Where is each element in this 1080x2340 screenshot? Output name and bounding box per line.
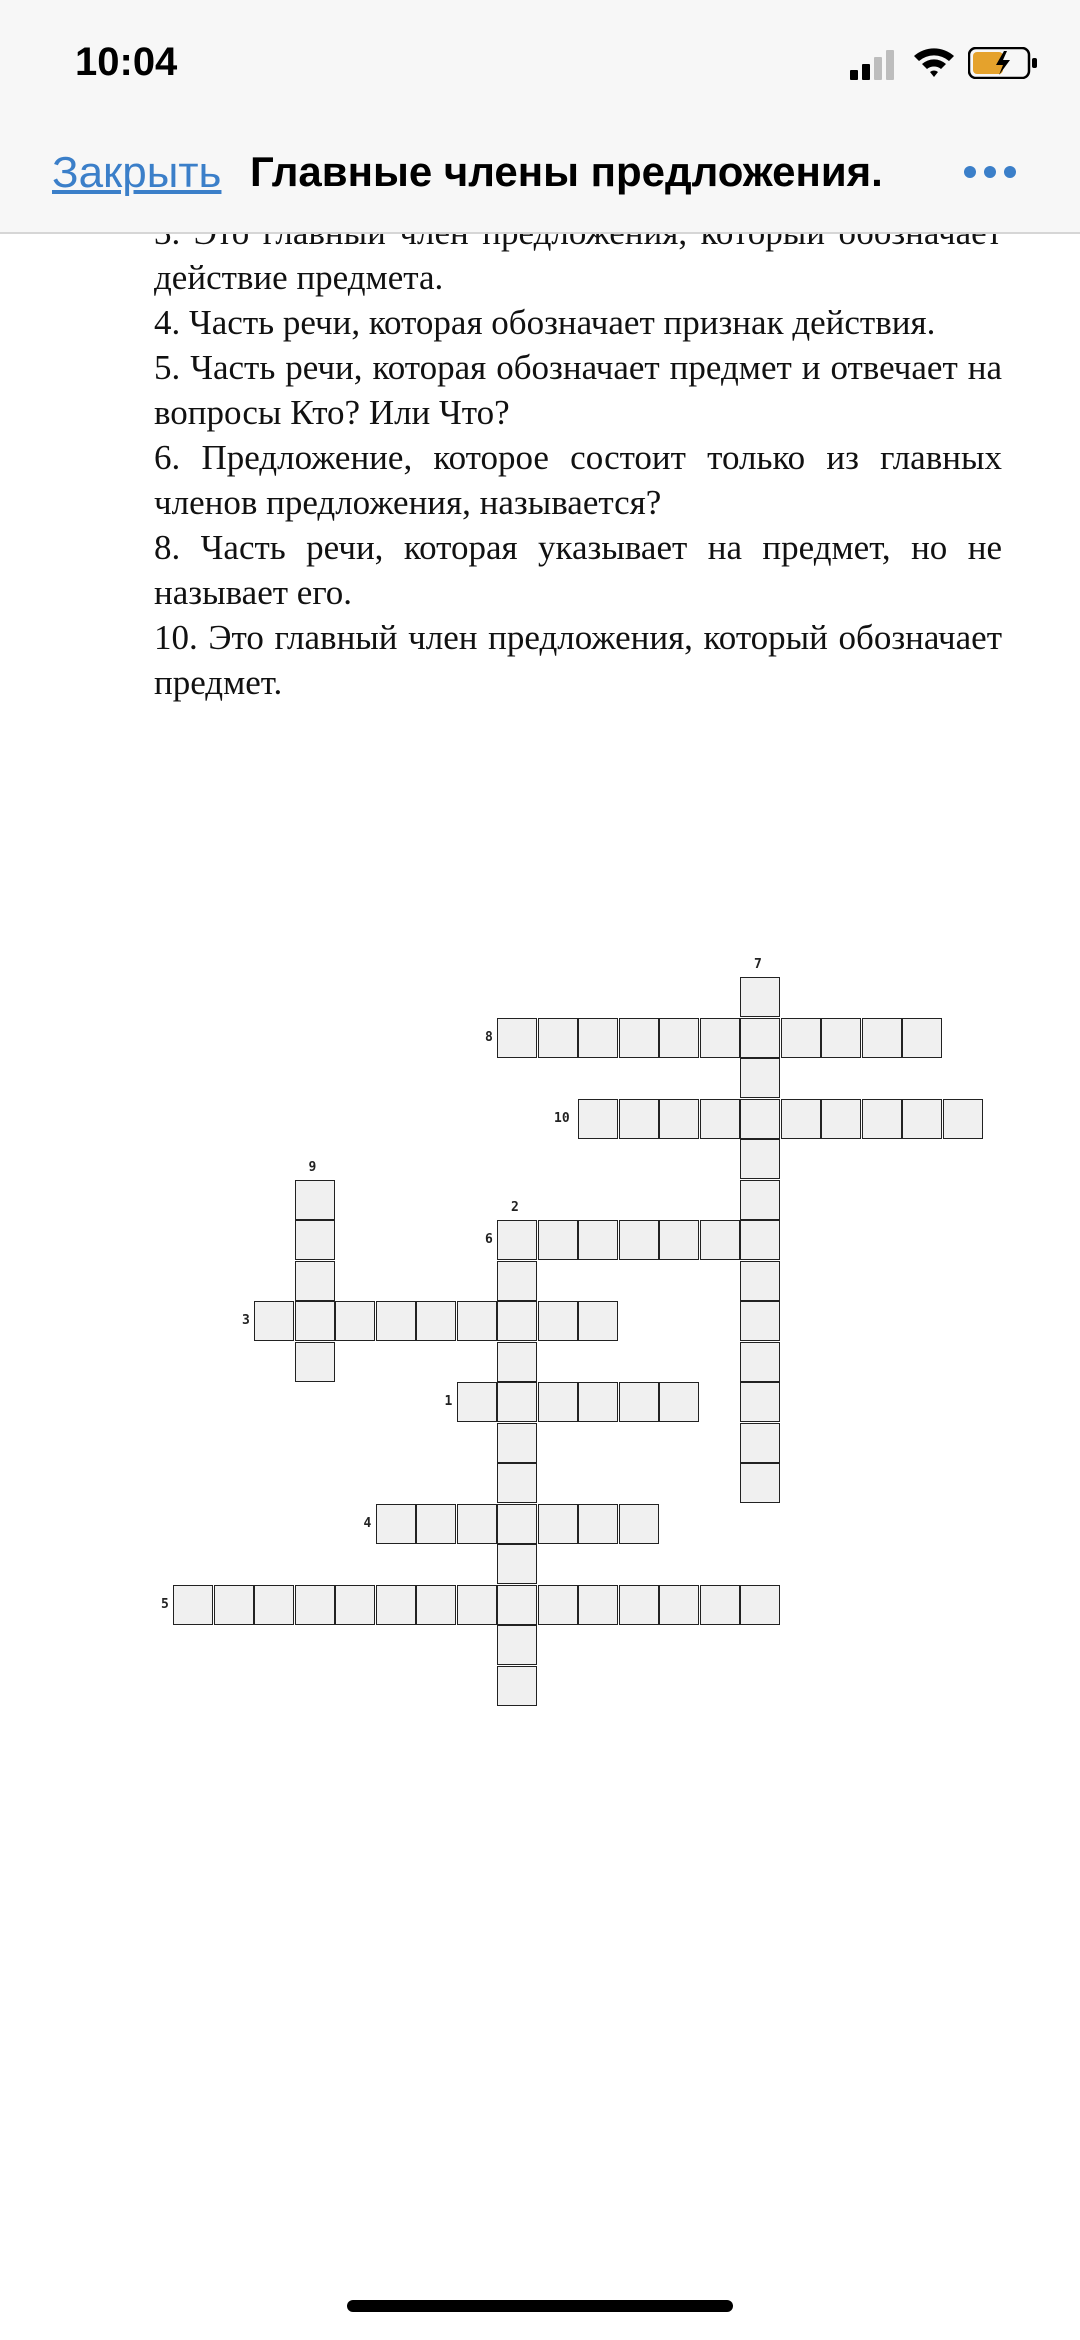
crossword-cell (619, 1220, 659, 1260)
clue-5: 5. Часть речи, которая обозначает предмет и отвечает на вопросы Кто? Или Что? (154, 348, 1002, 432)
crossword-cell (497, 1220, 537, 1260)
crossword-cell (538, 1018, 578, 1058)
crossword-cell (740, 1585, 780, 1625)
crossword-cell (497, 1666, 537, 1706)
ellipsis-icon[interactable] (964, 166, 1016, 178)
clue-number-2: 2 (511, 1200, 519, 1215)
crossword-cell (578, 1018, 618, 1058)
clue-number-9: 9 (308, 1159, 317, 1175)
crossword-cell (700, 1018, 740, 1058)
crossword-cell (497, 1018, 537, 1058)
crossword-cell (740, 1261, 780, 1301)
clue-number-7: 7 (754, 957, 762, 972)
crossword-cell (578, 1504, 618, 1544)
clue-number-8: 8 (485, 1029, 493, 1045)
crossword-cell (376, 1301, 416, 1341)
crossword-cell (416, 1585, 456, 1625)
crossword-cell (497, 1423, 537, 1463)
crossword-cell (295, 1180, 335, 1220)
home-indicator[interactable] (347, 2300, 733, 2312)
crossword-cell (457, 1382, 497, 1422)
clue-number-3: 3 (242, 1313, 250, 1328)
crossword-cell (416, 1301, 456, 1341)
crossword-cell (457, 1585, 497, 1625)
crossword-cell (173, 1585, 213, 1625)
crossword-cell (538, 1301, 578, 1341)
crossword-cell (619, 1382, 659, 1422)
crossword-cell (497, 1382, 537, 1422)
crossword-cell (740, 1139, 780, 1179)
clue-number-10: 10 (554, 1110, 570, 1126)
crossword-cell (578, 1382, 618, 1422)
crossword-cell (619, 1585, 659, 1625)
crossword-cell (295, 1342, 335, 1382)
clue-6: 6. Предложение, которое состоит только из главных членов предложения, называется? (154, 438, 1002, 522)
crossword-cell (214, 1585, 254, 1625)
crossword-cell (416, 1504, 456, 1544)
crossword-cell (740, 1058, 780, 1098)
crossword-cell (740, 1180, 780, 1220)
crossword-cell (497, 1261, 537, 1301)
crossword-cell (781, 1018, 821, 1058)
status-time: 10:04 (75, 40, 178, 84)
crossword-cell (295, 1585, 335, 1625)
clue-10: 10. Это главный член предложения, который обозначает предмет. (154, 618, 1002, 702)
crossword-cell (538, 1382, 578, 1422)
crossword-cell (740, 1423, 780, 1463)
crossword-cell (740, 1018, 780, 1058)
crossword-cell (578, 1301, 618, 1341)
crossword-cell (700, 1099, 740, 1139)
clue-number-4: 4 (363, 1515, 372, 1531)
crossword-cell (295, 1261, 335, 1301)
crossword-cell (943, 1099, 983, 1139)
clue-number-5: 5 (161, 1596, 169, 1612)
crossword-cell (659, 1018, 699, 1058)
crossword-cell (740, 1463, 780, 1503)
crossword-cell (781, 1099, 821, 1139)
crossword-cell (538, 1585, 578, 1625)
crossword-cell (538, 1504, 578, 1544)
page-title: Главные члены предложения. (250, 148, 883, 195)
crossword-cell (295, 1220, 335, 1260)
crossword-cell (619, 1099, 659, 1139)
crossword-cell (740, 1342, 780, 1382)
battery-charging-icon (968, 47, 1040, 79)
cellular-signal-icon (850, 50, 902, 80)
crossword-cell (821, 1099, 861, 1139)
crossword-cell (902, 1018, 942, 1058)
crossword-cell (821, 1018, 861, 1058)
crossword-cell (862, 1099, 902, 1139)
crossword-cell (335, 1301, 375, 1341)
clue-4: 4. Часть речи, которая обозначает признак действия. (154, 303, 936, 342)
crossword-cell (740, 977, 780, 1017)
wifi-icon (912, 44, 956, 78)
crossword-cell (659, 1220, 699, 1260)
crossword-cell (659, 1099, 699, 1139)
crossword-cell (497, 1625, 537, 1665)
clue-number-6: 6 (485, 1232, 493, 1247)
crossword-cell (497, 1544, 537, 1584)
crossword-cell (740, 1220, 780, 1260)
crossword-cell (457, 1301, 497, 1341)
crossword-cell (497, 1342, 537, 1382)
crossword-cell (376, 1504, 416, 1544)
crossword-cell (335, 1585, 375, 1625)
crossword-cell (740, 1301, 780, 1341)
crossword-cell (700, 1220, 740, 1260)
crossword-cell (578, 1099, 618, 1139)
crossword-cell (497, 1585, 537, 1625)
crossword-cell (578, 1220, 618, 1260)
crossword-cell (700, 1585, 740, 1625)
top-bar (0, 0, 1080, 234)
crossword-cell (254, 1585, 294, 1625)
crossword-cell (578, 1585, 618, 1625)
clue-8: 8. Часть речи, которая указывает на предмет, но не называет его. (154, 528, 1002, 612)
crossword-cell (659, 1585, 699, 1625)
crossword-cell (740, 1382, 780, 1422)
clue-number-1: 1 (444, 1394, 453, 1409)
crossword-cell (497, 1301, 537, 1341)
crossword-cell (254, 1301, 294, 1341)
crossword-cell (376, 1585, 416, 1625)
crossword-cell (740, 1099, 780, 1139)
crossword-cell (457, 1504, 497, 1544)
crossword-cell (538, 1220, 578, 1260)
crossword-cell (659, 1382, 699, 1422)
close-button[interactable]: Закрыть (52, 148, 222, 197)
crossword-cell (619, 1018, 659, 1058)
crossword-cell (295, 1301, 335, 1341)
clue-3: действие предмета. (154, 258, 444, 297)
crossword-cell (862, 1018, 902, 1058)
crossword-cell (902, 1099, 942, 1139)
crossword-cell (619, 1504, 659, 1544)
crossword-cell (497, 1504, 537, 1544)
crossword-cell (497, 1463, 537, 1503)
